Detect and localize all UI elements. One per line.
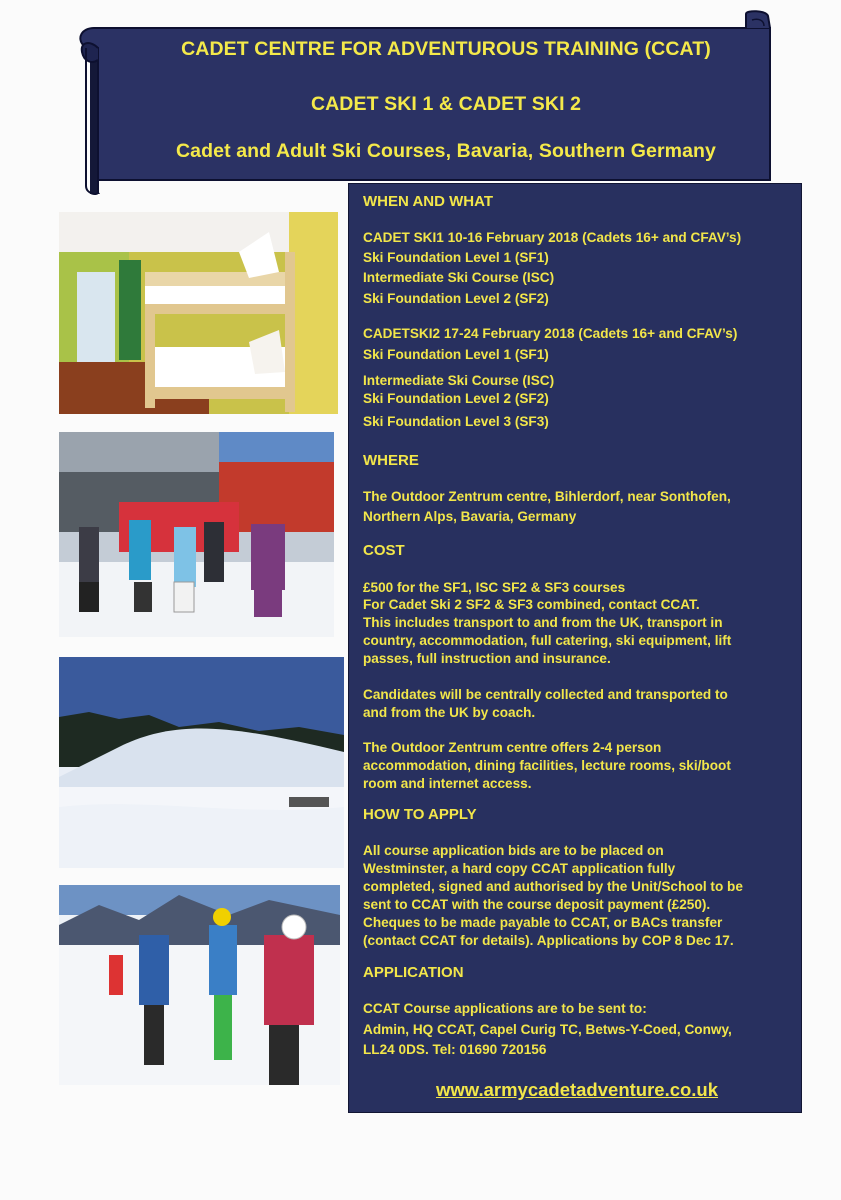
centre-line: accommodation, dining facilities, lecture rooms, ski/boot	[363, 758, 731, 773]
where-line: Northern Alps, Bavaria, Germany	[363, 509, 577, 524]
apply-line: sent to CCAT with the course deposit payment (£250).	[363, 897, 711, 912]
ski1-dates: CADET SKI1 10-16 February 2018 (Cadets 16+ and CFAV’s)	[363, 230, 742, 245]
application-heading: APPLICATION	[363, 964, 464, 981]
info-panel	[348, 183, 802, 1113]
cost-line: country, accommodation, full catering, ski equipment, lift	[363, 633, 732, 648]
where-heading: WHERE	[363, 452, 419, 469]
how-to-apply-heading: HOW TO APPLY	[363, 806, 477, 823]
collection-line: and from the UK by coach.	[363, 705, 536, 720]
ski2-course: Ski Foundation Level 1 (SF1)	[363, 347, 549, 362]
cost-line: This includes transport to and from the UK, transport in	[363, 615, 723, 630]
collection-line: Candidates will be centrally collected and transported to	[363, 687, 728, 702]
application-line: LL24 0DS. Tel: 01690 720156	[363, 1042, 547, 1057]
header-banner	[76, 8, 780, 196]
website-link[interactable]: www.armycadetadventure.co.uk	[435, 1079, 719, 1100]
cost-heading: COST	[363, 542, 405, 559]
header-tagline: Cadet and Adult Ski Courses, Bavaria, Southern Germany	[176, 140, 716, 162]
when-and-what-heading: WHEN AND WHAT	[363, 193, 493, 210]
ski1-course: Ski Foundation Level 1 (SF1)	[363, 250, 549, 265]
ski2-dates: CADETSKI2 17-24 February 2018 (Cadets 16+ and CFAV’s)	[363, 326, 738, 341]
application-line: CCAT Course applications are to be sent to:	[363, 1001, 647, 1016]
apply-line: All course application bids are to be placed on	[363, 843, 664, 858]
centre-line: room and internet access.	[363, 776, 532, 791]
ski-slope-photo	[59, 657, 344, 868]
header-subtitle: CADET SKI 1 & CADET SKI 2	[310, 93, 582, 115]
ski1-course: Ski Foundation Level 2 (SF2)	[363, 291, 549, 306]
ski1-course: Intermediate Ski Course (ISC)	[363, 270, 555, 285]
cost-line: For Cadet Ski 2 SF2 & SF3 combined, contact CCAT.	[363, 597, 700, 612]
ski2-course: Ski Foundation Level 3 (SF3)	[363, 414, 549, 429]
ski2-course: Ski Foundation Level 2 (SF2)	[363, 391, 549, 406]
ski2-course: Intermediate Ski Course (ISC)	[363, 373, 555, 388]
where-line: The Outdoor Zentrum centre, Bihlerdorf, near Sonthofen,	[363, 489, 731, 504]
application-line: Admin, HQ CCAT, Capel Curig TC, Betws-Y-Coed, Conwy,	[363, 1022, 732, 1037]
apply-line: completed, signed and authorised by the Unit/School to be	[363, 879, 743, 894]
ski-lift-photo	[59, 432, 334, 637]
apply-line: (contact CCAT for details). Applications by COP 8 Dec 17.	[363, 933, 734, 948]
ski-group-photo	[59, 885, 340, 1085]
header-title: CADET CENTRE FOR ADVENTUROUS TRAINING (CCAT)	[181, 38, 711, 60]
cost-line: £500 for the SF1, ISC SF2 & SF3 courses	[363, 580, 626, 595]
apply-line: Westminster, a hard copy CCAT application fully	[363, 861, 676, 876]
cost-line: passes, full instruction and insurance.	[363, 651, 611, 666]
bedroom-photo	[59, 212, 338, 414]
apply-line: Cheques to be made payable to CCAT, or BACs transfer	[363, 915, 723, 930]
centre-line: The Outdoor Zentrum centre offers 2-4 person	[363, 740, 662, 755]
